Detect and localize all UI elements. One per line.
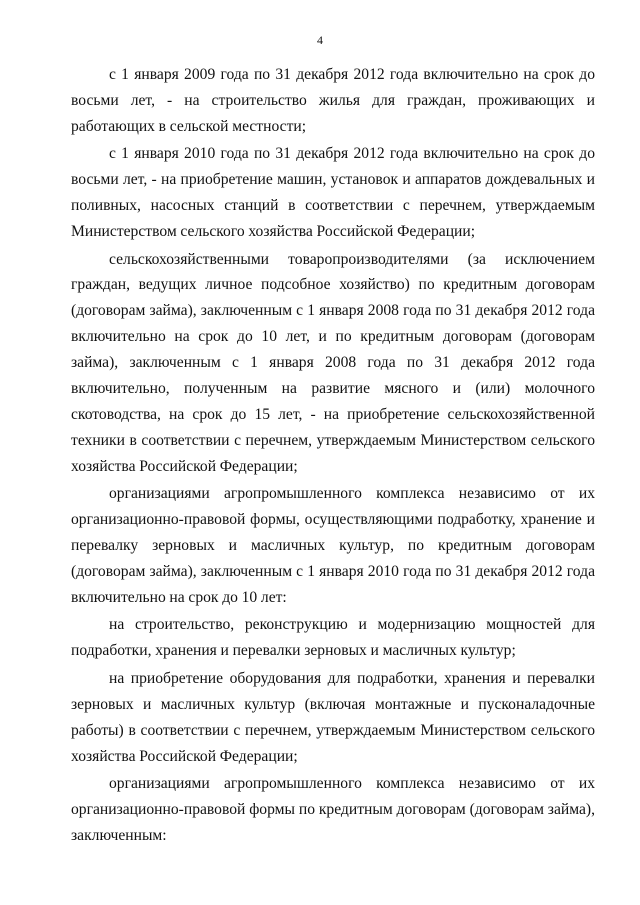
paragraph-agroindustrial-organizations: организациями агропромышленного комплекса независимо от их организационно-правовой формы по кредитным договорам (договорам займа), заключенным: bbox=[71, 775, 595, 844]
paragraph-grain-organizations: организациями агропромышленного комплекса независимо от их организационно-правовой формы, осуществляющими подработку, хранение и перевалку зерновых и масличных культур, по кредитным договорам (договорам займа), заключенным с 1 января 2010 года по 31 декабря 2012 года включительно на срок до 10 лет: bbox=[71, 485, 595, 606]
paragraph-storage-construction: на строительство, реконструкцию и модернизацию мощностей для подработки, хранения и перевалки зерновых и масличных культур; bbox=[71, 616, 595, 660]
paragraph-irrigation-equipment: с 1 января 2010 года по 31 декабря 2012 года включительно на срок до восьми лет, - на приобретение машин, установок и аппаратов дождевальных и поливных, насосных станций в соответствии с перечнем, утверждаемым Министерством сельского хозяйства Российской Федерации; bbox=[71, 145, 595, 241]
document-body bbox=[71, 62, 595, 850]
paragraph-equipment-purchase: на приобретение оборудования для подработки, хранения и перевалки зерновых и масличных культур (включая монтажные и пусконаладочные работы) в соответствии с перечнем, утверждаемым Министерством сельского хозяйства Российской Федерации; bbox=[71, 669, 595, 765]
paragraph-agricultural-producers: сельскохозяйственными товаропроизводителями (за исключением граждан, ведущих личное подсобное хозяйство) по кредитным договорам (договорам займа), заключенным с 1 января 2008 года по 31 декабря 2012 года включительно на срок до 10 лет, и по кредитным договорам (договорам займа), заключенным с 1 января 2008 года по 31 декабря 2012 года включительно, полученным на развитие мясного и (или) молочного скотоводства, на срок до 15 лет, - на приобретение сельскохозяйственной техники в соответствии с перечнем, утверждаемым Министерством сельского хозяйства Российской Федерации; bbox=[71, 250, 595, 475]
paragraph-housing-construction: с 1 января 2009 года по 31 декабря 2012 года включительно на срок до восьми лет, - на строительство жилья для граждан, проживающих и работающих в сельской местности; bbox=[71, 66, 595, 135]
page-number: 4 bbox=[317, 33, 323, 47]
